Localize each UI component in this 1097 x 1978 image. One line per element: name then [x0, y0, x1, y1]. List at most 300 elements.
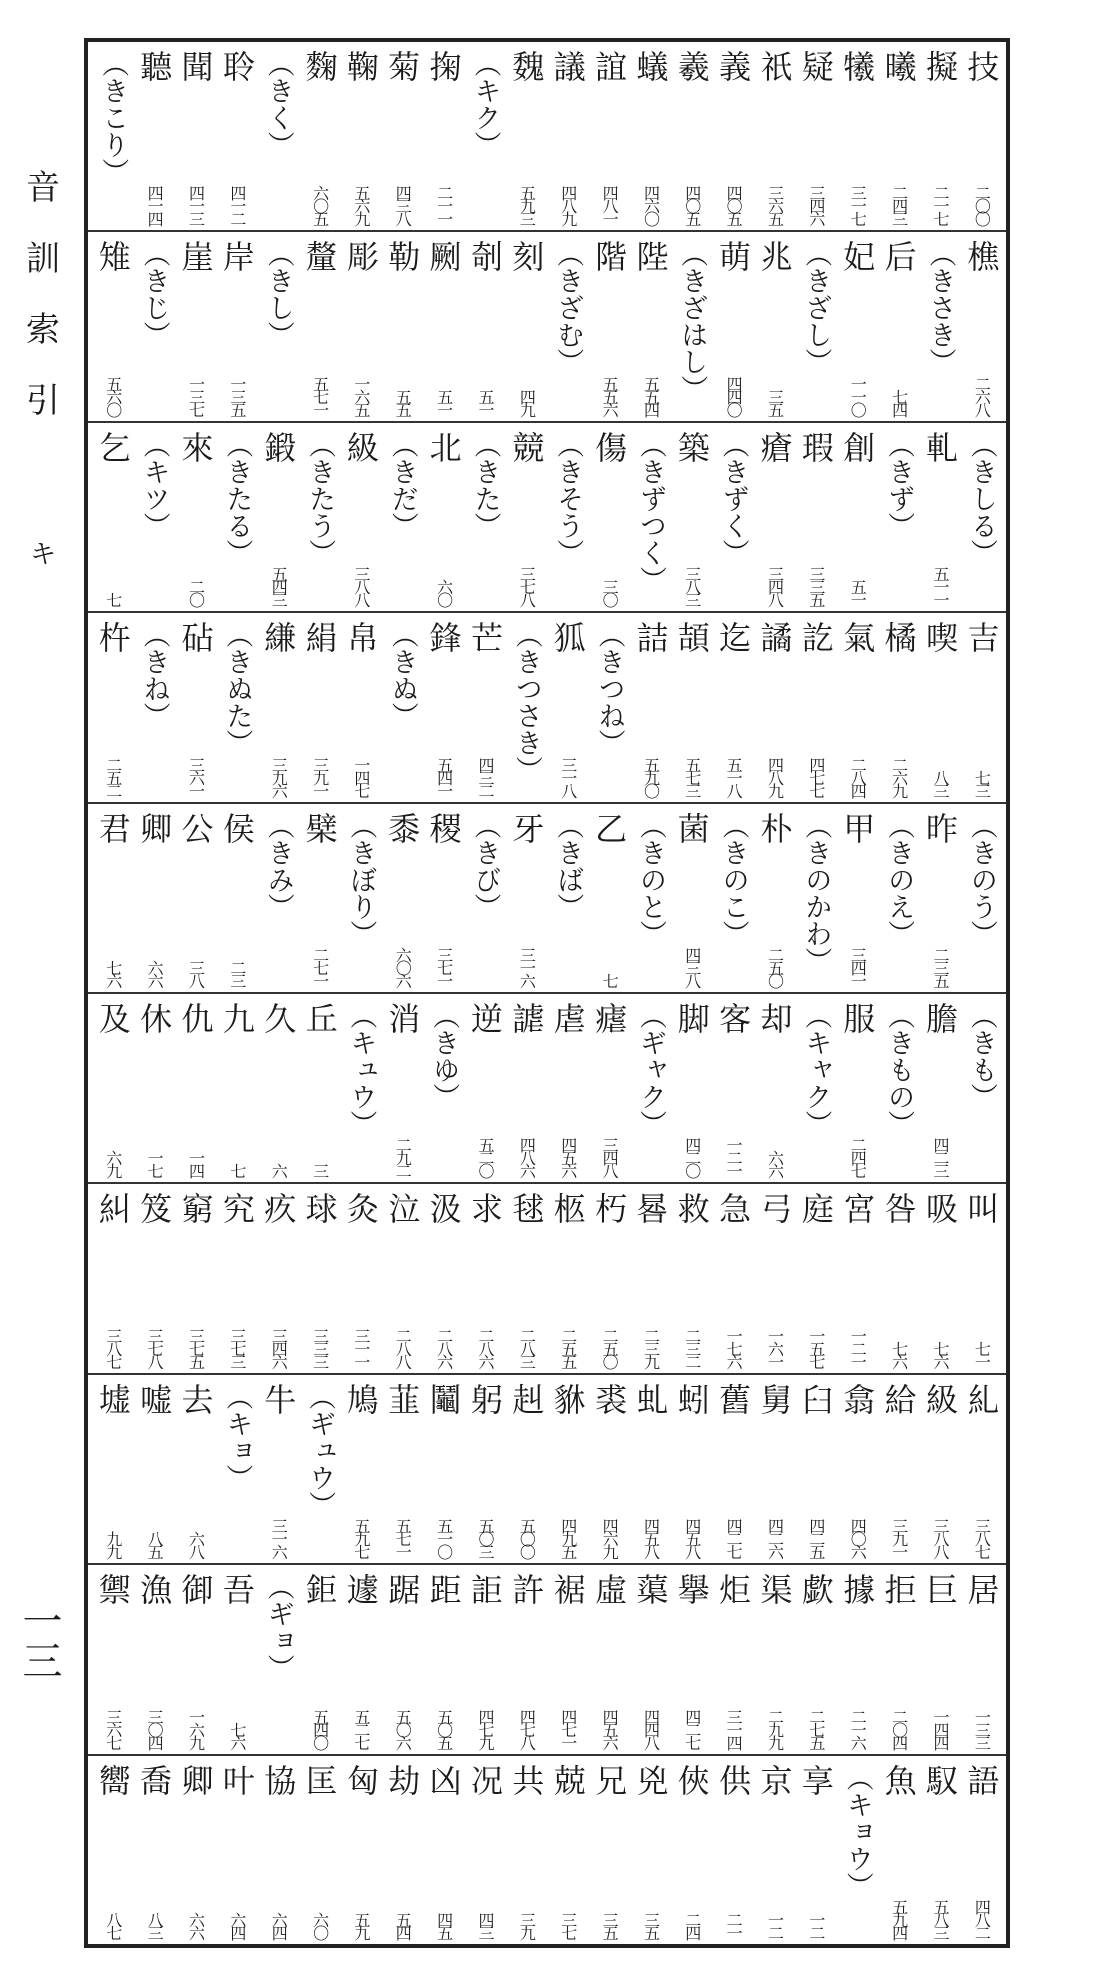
- page-ref: 四六〇: [641, 185, 661, 225]
- page-ref: 四一三: [186, 185, 206, 225]
- kanji-char: 窮: [176, 1192, 215, 1225]
- page-ref: 二四: [682, 1912, 702, 1939]
- reading-entry: [299, 1383, 340, 1557]
- reading-entry: [216, 621, 257, 795]
- reading-entry: [795, 240, 836, 414]
- kanji-char: 膽: [920, 1002, 959, 1035]
- page-ref: 六六: [765, 1150, 785, 1177]
- page-ref: 五二七: [351, 1708, 371, 1748]
- page-ref: 一三七: [186, 375, 206, 415]
- kanji-entry: [92, 1573, 133, 1747]
- index-band: [88, 804, 1006, 994]
- kanji-char: 居: [962, 1573, 1001, 1606]
- kanji-entry: [588, 1383, 629, 1557]
- page-ref: 二六九: [889, 756, 909, 796]
- page-ref: 八三: [145, 1912, 165, 1939]
- kanji-char: 喬: [135, 1763, 174, 1796]
- reading-label: （きつね）: [593, 621, 625, 757]
- kanji-entry: [671, 431, 712, 605]
- index-band: [88, 994, 1006, 1184]
- page-ref: 二四三: [889, 185, 909, 225]
- kanji-entry: [464, 1764, 505, 1938]
- kanji-char: 九: [217, 1002, 256, 1035]
- kanji-char: 譎: [755, 621, 794, 654]
- page-ref: 六六: [186, 1912, 206, 1939]
- page-ref: 四六九: [600, 1518, 620, 1558]
- page-ref: 七六: [103, 960, 123, 987]
- page-ref: 四七一: [558, 1708, 578, 1748]
- kanji-entry: [423, 1573, 464, 1747]
- page-ref: 三七三: [227, 1327, 247, 1367]
- kanji-entry: [919, 1764, 960, 1938]
- kanji-entry: [588, 812, 629, 986]
- page-ref: 四七八: [517, 1708, 537, 1748]
- kanji-entry: [837, 1383, 878, 1557]
- kanji-char: 麴: [300, 50, 339, 82]
- kanji-entry: [133, 1192, 174, 1366]
- kanji-entry: [754, 1764, 795, 1938]
- kanji-char: 岸: [217, 240, 256, 273]
- index-band: [88, 423, 1006, 613]
- kanji-char: 却: [755, 1002, 794, 1035]
- reading-entry: [588, 621, 629, 795]
- page-ref: 三四八: [765, 566, 785, 606]
- page-ref: 三一一: [351, 1327, 371, 1367]
- page-ref: 七: [227, 1163, 247, 1177]
- kanji-char: 瑕: [796, 430, 835, 463]
- kanji-entry: [588, 240, 629, 414]
- kanji-entry: [175, 1573, 216, 1747]
- kanji-char: 鞠: [341, 50, 380, 82]
- kanji-entry: [588, 50, 629, 224]
- page-ref: 七六: [930, 1340, 950, 1367]
- page-ref: 三〇: [600, 579, 620, 606]
- page-ref: 五四〇: [310, 1708, 330, 1748]
- kanji-entry: [382, 240, 423, 414]
- kanji-entry: [216, 1764, 257, 1938]
- kanji-char: 匡: [300, 1763, 339, 1796]
- kanji-entry: [506, 50, 547, 224]
- page-ref: 一二一: [724, 1137, 744, 1177]
- kanji-char: 甲: [838, 811, 877, 844]
- kanji-entry: [299, 50, 340, 224]
- kanji-entry: [837, 621, 878, 795]
- kanji-char: 巨: [920, 1573, 959, 1606]
- page-ref: 四五六: [558, 1137, 578, 1177]
- kanji-char: 詎: [466, 1573, 504, 1606]
- page-ref: 四八一: [600, 185, 620, 225]
- kanji-char: 劫: [383, 1763, 422, 1796]
- page-ref: 四五: [434, 1912, 454, 1939]
- kanji-char: 咎: [879, 1192, 918, 1225]
- kanji-entry: [712, 1573, 753, 1747]
- kanji-entry: [547, 1002, 588, 1176]
- kanji-char: 貅: [548, 1382, 587, 1415]
- page-ref: 三四六: [806, 185, 826, 225]
- page-ref: 四七九: [476, 1708, 495, 1748]
- kanji-entry: [382, 1192, 423, 1366]
- reading-label: （きこり）: [97, 50, 129, 185]
- page-ref: 三四八: [600, 1137, 620, 1177]
- kanji-char: 客: [714, 1002, 753, 1035]
- kanji-char: 頡: [672, 621, 711, 654]
- page-ref: 四一四: [145, 185, 165, 225]
- kanji-entry: [961, 1764, 1002, 1938]
- kanji-entry: [133, 1573, 174, 1747]
- kanji-entry: [464, 1002, 505, 1176]
- kanji-char: 黍: [383, 811, 422, 844]
- page-ref: 三九六: [269, 756, 289, 796]
- reading-entry: [961, 431, 1002, 605]
- kanji-entry: [754, 1002, 795, 1176]
- kanji-char: 歔: [796, 1573, 835, 1606]
- kanji-entry: [712, 621, 753, 795]
- kanji-entry: [795, 1573, 836, 1747]
- kanji-entry: [175, 621, 216, 795]
- kanji-char: 丘: [300, 1002, 339, 1035]
- reading-entry: [340, 1002, 381, 1176]
- page-ref: 二九九: [765, 1708, 785, 1748]
- kanji-char: 君: [93, 811, 132, 844]
- kanji-entry: [464, 621, 505, 795]
- page-ref: 一四七: [351, 756, 371, 796]
- kanji-char: 享: [796, 1763, 835, 1796]
- kanji-char: 釐: [300, 240, 339, 273]
- kanji-char: 球: [300, 1192, 339, 1225]
- page-ref: 二五五: [558, 1327, 578, 1367]
- reading-entry: [630, 431, 671, 605]
- reading-entry: [133, 240, 174, 414]
- kanji-entry: [133, 1383, 174, 1557]
- kanji-entry: [175, 1192, 216, 1366]
- page-ref: 二三二: [682, 1327, 702, 1367]
- kanji-entry: [837, 240, 878, 414]
- reading-label: （ギャク）: [634, 1002, 666, 1138]
- kanji-char: 卿: [135, 811, 174, 844]
- kanji-entry: [754, 1573, 795, 1747]
- kanji-char: 擬: [920, 50, 959, 82]
- kanji-entry: [175, 812, 216, 986]
- reading-label: （きば）: [552, 811, 584, 920]
- kanji-char: 聽: [135, 50, 174, 82]
- kanji-entry: [961, 1192, 1002, 1366]
- page-ref: 三九一: [310, 756, 330, 796]
- kanji-char: 躬: [466, 1382, 504, 1415]
- kanji-char: 乞: [93, 430, 132, 463]
- page-ref: 三一四: [724, 1708, 744, 1748]
- kanji-entry: [919, 1192, 960, 1366]
- kanji-char: 狐: [548, 621, 587, 654]
- kanji-char: 兢: [548, 1763, 587, 1796]
- kanji-entry: [919, 1383, 960, 1557]
- reading-label: （きそう）: [552, 430, 584, 566]
- kanji-entry: [216, 812, 257, 986]
- kanji-entry: [754, 1192, 795, 1366]
- kanji-char: 劂: [424, 240, 463, 273]
- kanji-char: 虐: [548, 1002, 587, 1035]
- kanji-char: 虛: [590, 1573, 629, 1606]
- kanji-entry: [588, 1002, 629, 1176]
- page-ref: 五五四: [641, 375, 661, 415]
- page-ref: 五七一: [310, 375, 330, 415]
- page-ref: 四四〇: [724, 375, 744, 415]
- reading-label: （きみ）: [262, 811, 294, 920]
- reading-entry: [464, 50, 505, 224]
- kanji-char: 技: [962, 50, 1001, 82]
- kanji-entry: [671, 50, 712, 224]
- reading-entry: [712, 812, 753, 986]
- page-ref: 六九: [103, 1150, 123, 1177]
- kanji-char: 疑: [796, 50, 835, 82]
- kanji-entry: [671, 1573, 712, 1747]
- kanji-char: 吉: [962, 621, 1001, 654]
- reading-entry: [258, 50, 299, 224]
- reading-entry: [464, 812, 505, 986]
- page-ref: 二三: [227, 960, 247, 987]
- kanji-char: 叫: [962, 1192, 1001, 1225]
- page-ref: 三八八: [351, 566, 371, 606]
- reading-label: （きぬた）: [221, 621, 253, 757]
- kanji-char: 脚: [672, 1002, 711, 1035]
- kanji-entry: [92, 1002, 133, 1176]
- kanji-entry: [919, 1002, 960, 1176]
- kanji-char: 砧: [176, 621, 215, 654]
- kanji-entry: [837, 431, 878, 605]
- reading-entry: [961, 1002, 1002, 1176]
- reading-entry: [795, 812, 836, 986]
- kanji-entry: [754, 621, 795, 795]
- index-band: [88, 613, 1006, 803]
- reading-entry: [878, 431, 919, 605]
- page-ref: 五六〇: [103, 375, 123, 415]
- page-ref: 五〇六: [393, 1708, 413, 1748]
- page-ref: 四九五: [558, 1518, 578, 1558]
- kanji-char: 侯: [217, 811, 256, 844]
- kanji-char: 及: [93, 1002, 132, 1035]
- reading-label: （キョウ）: [841, 1763, 873, 1899]
- page-ref: 二七一: [310, 947, 330, 987]
- kanji-entry: [795, 50, 836, 224]
- page-ref: 二八六: [476, 1327, 495, 1367]
- reading-label: （ギョ）: [262, 1573, 294, 1682]
- kanji-entry: [340, 621, 381, 795]
- page-ref: 五九〇: [641, 756, 661, 796]
- page-ref: 九九: [103, 1531, 123, 1558]
- kanji-char: 嘘: [135, 1382, 174, 1415]
- reading-entry: [837, 1764, 878, 1938]
- page-ref: 五七一: [393, 1518, 413, 1558]
- kanji-char: 舊: [714, 1382, 753, 1415]
- kanji-entry: [712, 1192, 753, 1366]
- kanji-entry: [340, 1192, 381, 1366]
- kanji-entry: [92, 1764, 133, 1938]
- reading-label: （きもの）: [883, 1002, 915, 1138]
- section-heading-char: 訓: [26, 239, 60, 279]
- kanji-entry: [588, 1764, 629, 1938]
- kanji-entry: [340, 431, 381, 605]
- page-ref: 三七: [558, 1912, 578, 1939]
- section-heading-char: 索: [26, 310, 60, 350]
- kanji-char: 謔: [507, 1002, 546, 1035]
- kanji-entry: [919, 431, 960, 605]
- kanji-entry: [92, 621, 133, 795]
- kanji-entry: [258, 1383, 299, 1557]
- kanji-entry: [795, 1192, 836, 1366]
- kanji-char: 吸: [920, 1192, 959, 1225]
- kanji-entry: [299, 1192, 340, 1366]
- kanji-char: 縑: [259, 621, 298, 654]
- kanji-char: 菊: [383, 50, 422, 82]
- kanji-char: 築: [672, 430, 711, 463]
- page-ref: 三九一: [889, 1518, 909, 1558]
- kanji-char: 况: [466, 1763, 504, 1796]
- kanji-entry: [547, 50, 588, 224]
- reading-label: （きつさき）: [510, 621, 542, 784]
- kanji-entry: [175, 240, 216, 414]
- page-ref: 二九二: [393, 1137, 413, 1177]
- reading-entry: [961, 812, 1002, 986]
- page-ref: 四八六: [517, 1137, 537, 1177]
- kanji-entry: [878, 1764, 919, 1938]
- page-ref: 二五〇: [765, 947, 785, 987]
- kanji-char: 許: [507, 1573, 546, 1606]
- page-ref: 五一: [434, 388, 454, 415]
- kanji-entry: [878, 621, 919, 795]
- page-ref: 二八四: [848, 756, 868, 796]
- kanji-char: 笈: [135, 1192, 174, 1225]
- kanji-char: 北: [424, 430, 463, 463]
- page-ref: 五四三: [269, 566, 289, 606]
- kanji-char: 御: [176, 1573, 215, 1606]
- page-ref: 三八八: [930, 1518, 950, 1558]
- reading-entry: [671, 240, 712, 414]
- kanji-entry: [464, 1573, 505, 1747]
- page-ref: 二八三: [517, 1327, 537, 1367]
- kanji-entry: [423, 812, 464, 986]
- kanji-char: 帛: [341, 621, 380, 654]
- page-ref: 三四六: [269, 1327, 289, 1367]
- page-ref: 四八九: [765, 756, 785, 796]
- kanji-entry: [671, 1383, 712, 1557]
- kanji-char: 灸: [341, 1192, 380, 1225]
- reading-entry: [92, 50, 133, 224]
- page-number: 一三: [16, 1600, 62, 1680]
- kanji-entry: [382, 812, 423, 986]
- index-band: [88, 1184, 1006, 1374]
- kanji-char: 魏: [507, 50, 546, 82]
- page-ref: 一六一: [765, 1327, 785, 1367]
- kanji-entry: [299, 1764, 340, 1938]
- page-ref: 四三八: [393, 185, 413, 225]
- page-ref: 四五六: [600, 1708, 620, 1748]
- kanji-entry: [175, 1002, 216, 1176]
- kanji-char: 兆: [755, 240, 794, 273]
- kanji-entry: [547, 621, 588, 795]
- page-ref: 五九七: [351, 1518, 371, 1558]
- kanji-char: 祇: [755, 50, 794, 82]
- reading-entry: [630, 812, 671, 986]
- kanji-entry: [382, 50, 423, 224]
- page-ref: 六: [269, 1163, 289, 1177]
- page-ref: 一六五: [351, 375, 371, 415]
- kanji-char: 杵: [93, 621, 132, 654]
- kanji-entry: [795, 431, 836, 605]
- kanji-entry: [588, 431, 629, 605]
- page-ref: 三八七: [972, 1518, 992, 1558]
- reading-entry: [506, 621, 547, 795]
- kanji-char: 羲: [672, 50, 711, 82]
- kanji-entry: [712, 1002, 753, 1176]
- page-ref: 三一六: [269, 1518, 289, 1558]
- kanji-entry: [340, 1764, 381, 1938]
- reading-label: （きぬ）: [386, 621, 418, 730]
- page-ref: 四二五: [806, 1518, 826, 1558]
- kanji-entry: [506, 812, 547, 986]
- index-band: [88, 42, 1006, 232]
- kanji-char: 軋: [920, 430, 959, 463]
- reading-label: （きずつく）: [634, 430, 666, 593]
- page-ref: 三七八: [517, 566, 537, 606]
- page-ref: 四四八: [641, 1708, 661, 1748]
- kanji-entry: [423, 1192, 464, 1366]
- kanji-char: 弓: [755, 1192, 794, 1225]
- reading-label: （きだ）: [386, 430, 418, 539]
- kanji-char: 掬: [424, 50, 463, 82]
- reading-label: （きく）: [262, 50, 294, 158]
- page-ref: 五〇三: [476, 1518, 495, 1558]
- kanji-char: 消: [383, 1002, 422, 1035]
- kanji-entry: [216, 1573, 257, 1747]
- kanji-entry: [837, 1002, 878, 1176]
- kanji-entry: [423, 621, 464, 795]
- kanji-char: 萌: [714, 240, 753, 273]
- section-kana: キ: [29, 540, 56, 570]
- kanji-char: 宮: [838, 1192, 877, 1225]
- page-ref: 四五八: [641, 1518, 661, 1558]
- kanji-entry: [92, 1383, 133, 1557]
- kanji-entry: [630, 1764, 671, 1938]
- reading-label: （きのえ）: [883, 811, 915, 947]
- kanji-entry: [133, 1764, 174, 1938]
- kanji-entry: [382, 1764, 423, 1938]
- kanji-char: 去: [176, 1382, 215, 1415]
- kanji-char: 糾: [93, 1192, 132, 1225]
- kanji-char: 柩: [548, 1192, 587, 1225]
- kanji-entry: [961, 1573, 1002, 1747]
- reading-entry: [712, 431, 753, 605]
- page-ref: 二八六: [434, 1327, 454, 1367]
- page-ref: 二四七: [848, 1137, 868, 1177]
- section-heading-char: 引: [26, 381, 60, 421]
- page-ref: 五一〇: [434, 1518, 454, 1558]
- kanji-char: 魚: [879, 1763, 918, 1796]
- kanji-char: 裾: [548, 1573, 587, 1606]
- reading-entry: [382, 621, 423, 795]
- kanji-entry: [630, 621, 671, 795]
- kanji-entry: [258, 1002, 299, 1176]
- kanji-char: 聞: [176, 50, 215, 82]
- page-ref: 一五七: [806, 1327, 826, 1367]
- kanji-char: 瘡: [755, 430, 794, 463]
- page-ref: 一一〇: [848, 375, 868, 415]
- kanji-char: 競: [507, 430, 546, 463]
- kanji-char: 鳩: [341, 1382, 380, 1415]
- kanji-char: 牙: [507, 811, 546, 844]
- page-ref: 三八: [186, 960, 206, 987]
- kanji-entry: [175, 431, 216, 605]
- kanji-char: 雉: [93, 240, 132, 273]
- page-ref: 一三三: [972, 1708, 992, 1748]
